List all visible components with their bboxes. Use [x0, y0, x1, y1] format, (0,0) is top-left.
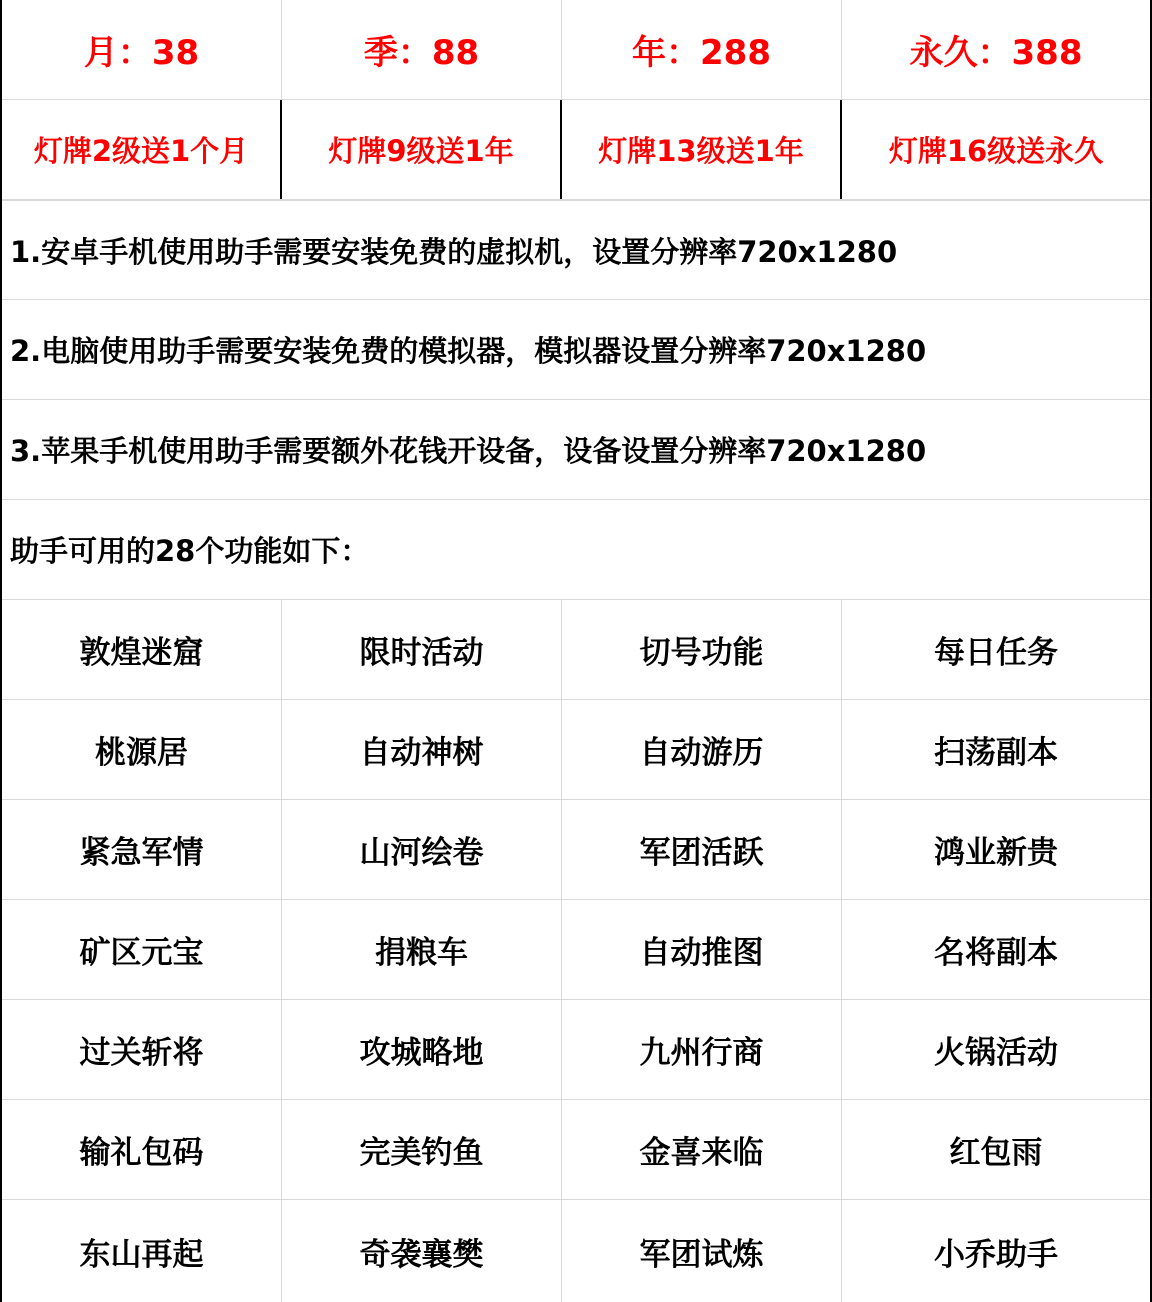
feature-item: 矿区元宝	[2, 900, 282, 999]
feature-item: 每日任务	[934, 635, 1058, 671]
feature-row	[2, 800, 1150, 900]
feature-item: 军团活跃	[562, 800, 842, 899]
price-yearly: 年：288	[562, 0, 842, 99]
feature-row	[2, 700, 1150, 800]
feature-item: 紧急军情	[2, 800, 282, 899]
gift-level-13: 灯牌13级送1年	[562, 100, 842, 199]
feature-item: 东山再起	[2, 1200, 282, 1302]
feature-item: 自动神树	[282, 700, 562, 799]
feature-row	[2, 900, 1150, 1000]
price-monthly: 月：38	[2, 0, 282, 99]
feature-item: 扫荡副本	[934, 735, 1058, 771]
feature-row	[2, 600, 1150, 700]
feature-item: 火锅活动	[934, 1035, 1058, 1071]
note-iphone: 3.苹果手机使用助手需要额外花钱开设备，设备设置分辨率720x1280	[2, 400, 1150, 500]
feature-item: 鸿业新贵	[934, 835, 1058, 871]
gift-level-16: 灯牌16级送永久	[888, 134, 1104, 168]
price-quarterly: 季：88	[282, 0, 562, 99]
feature-item: 名将副本	[934, 935, 1058, 971]
feature-item: 过关斩将	[2, 1000, 282, 1099]
feature-item: 输礼包码	[2, 1100, 282, 1199]
feature-item: 九州行商	[562, 1000, 842, 1099]
feature-item: 红包雨	[949, 1135, 1043, 1171]
note-pc: 2.电脑使用助手需要安装免费的模拟器，模拟器设置分辨率720x1280	[2, 300, 1150, 400]
feature-item: 攻城略地	[282, 1000, 562, 1099]
feature-item: 军团试炼	[562, 1200, 842, 1302]
features-heading: 助手可用的28个功能如下：	[2, 500, 1150, 600]
note-android: 1.安卓手机使用助手需要安装免费的虚拟机，设置分辨率720x1280	[2, 200, 1150, 300]
feature-item: 金喜来临	[562, 1100, 842, 1199]
gift-level-2: 灯牌2级送1个月	[2, 100, 282, 199]
feature-item: 山河绘卷	[282, 800, 562, 899]
gift-level-9: 灯牌9级送1年	[282, 100, 562, 199]
price-permanent: 永久：388	[909, 33, 1083, 73]
feature-item: 小乔助手	[934, 1236, 1058, 1273]
feature-item: 奇袭襄樊	[282, 1200, 562, 1302]
feature-row	[2, 1100, 1150, 1200]
feature-item: 捐粮车	[282, 900, 562, 999]
gift-row	[2, 100, 1150, 200]
feature-item: 切号功能	[562, 600, 842, 699]
feature-item: 桃源居	[2, 700, 282, 799]
feature-row	[2, 1000, 1150, 1100]
feature-row	[2, 1200, 1150, 1302]
features-grid	[2, 600, 1150, 1302]
feature-item: 限时活动	[282, 600, 562, 699]
feature-item: 完美钓鱼	[282, 1100, 562, 1199]
feature-item: 自动游历	[562, 700, 842, 799]
feature-item: 自动推图	[562, 900, 842, 999]
pricing-row	[2, 0, 1150, 100]
feature-item: 敦煌迷窟	[2, 600, 282, 699]
